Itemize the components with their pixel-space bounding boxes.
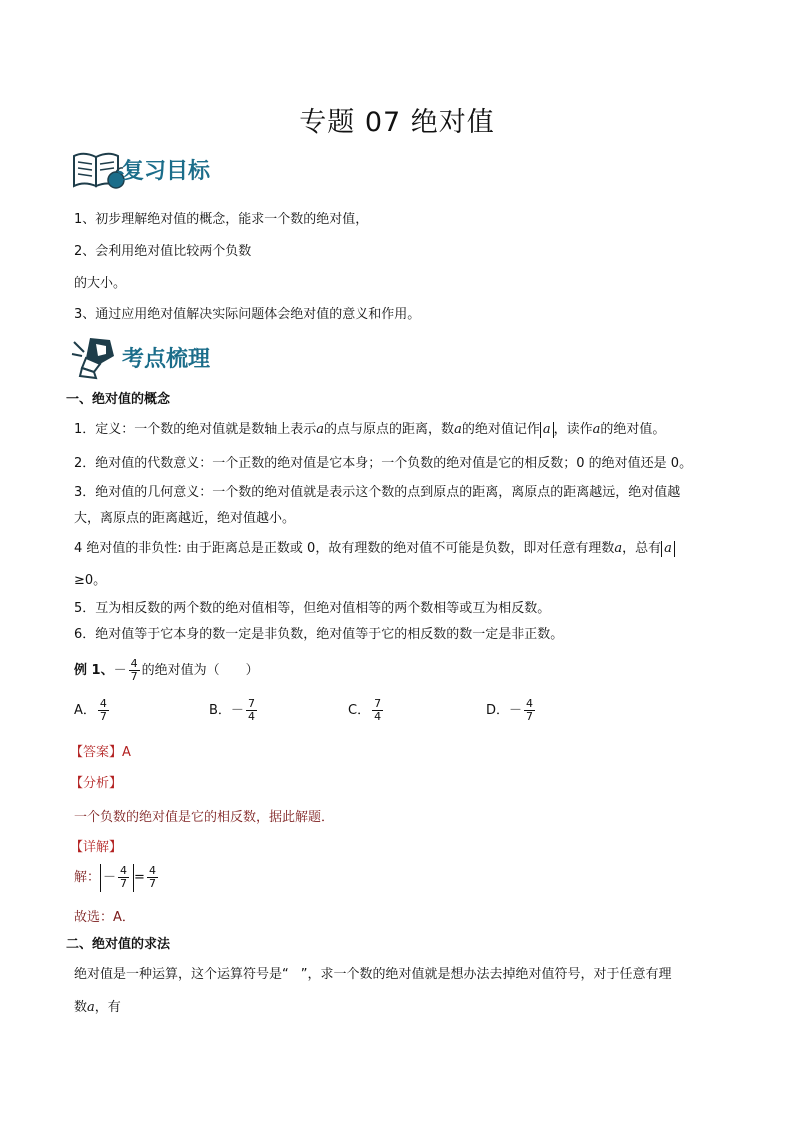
non-negativity-text-a: 4 绝对值的非负性: 由于距离总是正数或 0，故有理数的绝对值不可能是负数，即对任意有理数 xyxy=(74,541,615,556)
var-a: a xyxy=(316,422,325,437)
goal-item-2-cont: 的大小。 xyxy=(74,276,127,291)
self-equal-line: 6．绝对值等于它本身的数一定是非负数，绝对值等于它的相反数的数一定是非正数。 xyxy=(74,627,564,642)
abs-expression xyxy=(100,864,134,892)
fraction-numerator: 4 xyxy=(148,864,156,877)
definition-text-d: ，读作 xyxy=(553,422,593,437)
definition-text-e: 的绝对值。 xyxy=(600,422,666,437)
var-a: a xyxy=(592,422,601,437)
fraction-denominator: 7 xyxy=(526,710,534,723)
definition-line xyxy=(74,418,665,438)
var-a: a xyxy=(664,541,672,556)
section-header-review-goals xyxy=(70,148,270,192)
option-c[interactable] xyxy=(348,698,385,723)
answer-label: 【答案】A xyxy=(70,745,131,760)
part2-text-c: 数 xyxy=(74,1000,88,1015)
fraction-numerator: 4 xyxy=(120,864,128,877)
definition-text-b: 的点与原点的距离，数 xyxy=(324,422,455,437)
opposite-numbers-line: 5．互为相反数的两个数的绝对值相等，但绝对值相等的两个数相等或互为相反数。 xyxy=(74,601,551,616)
analysis-label: 【分析】 xyxy=(70,776,123,791)
fraction-denominator: 7 xyxy=(130,670,138,683)
part2-heading: 二、绝对值的求法 xyxy=(66,937,171,952)
fraction-numerator: 7 xyxy=(247,697,255,710)
example-label: 例 1、 xyxy=(74,663,114,678)
solution-line xyxy=(74,864,160,892)
fraction-numerator: 4 xyxy=(99,697,107,710)
fraction xyxy=(524,698,535,723)
option-sign: － xyxy=(509,703,523,718)
solution-prefix: 解： xyxy=(74,870,101,885)
definition-text-a: 1．定义：一个数的绝对值就是数轴上表示 xyxy=(74,422,317,437)
geometric-meaning-line-1: 3．绝对值的几何意义：一个数的绝对值就是表示这个数的点到原点的距离，离原点的距离越远，绝对值越 xyxy=(74,485,681,500)
fraction xyxy=(118,865,129,890)
part2-text-d: ，有 xyxy=(94,1000,121,1015)
section-title-key-points: 考点梳理 xyxy=(122,346,211,372)
var-a: a xyxy=(87,1000,95,1015)
part2-line-1 xyxy=(74,963,672,982)
flashlight-leaf-icon xyxy=(70,334,128,382)
book-apple-icon xyxy=(70,148,128,192)
fraction-denominator: 7 xyxy=(148,877,156,890)
detail-label: 【详解】 xyxy=(70,840,123,855)
goal-item-2: 2、会利用绝对值比较两个负数 xyxy=(74,244,252,259)
var-a: a xyxy=(454,422,462,437)
page-title: 专题 07 绝对值 xyxy=(299,107,495,138)
fraction xyxy=(372,698,383,723)
geometric-meaning-line-2: 大，离原点的距离越近，绝对值越小。 xyxy=(74,511,296,526)
fraction-denominator: 4 xyxy=(374,710,382,723)
analysis-text: 一个负数的绝对值是它的相反数，据此解题． xyxy=(74,810,335,825)
fraction xyxy=(129,658,140,683)
fraction-numerator: 4 xyxy=(130,657,138,670)
fraction-denominator: 4 xyxy=(247,710,255,723)
option-letter: B． xyxy=(209,703,231,718)
fraction-denominator: 7 xyxy=(99,710,107,723)
fraction xyxy=(246,698,257,723)
section-header-key-points xyxy=(70,334,270,378)
definition-text-c: 的绝对值记作 xyxy=(461,422,540,437)
var-a: a xyxy=(614,541,623,556)
option-letter: D． xyxy=(486,703,510,718)
example-question xyxy=(74,658,259,683)
fraction xyxy=(147,865,158,890)
non-negativity-line-2: ≥0。 xyxy=(74,573,107,588)
option-a[interactable] xyxy=(74,698,111,723)
option-letter: A． xyxy=(74,703,96,718)
algebraic-meaning-line: 2．绝对值的代数意义：一个正数的绝对值是它本身；一个负数的绝对值是它的相反数；0 的绝对值还是 0。 xyxy=(74,456,693,471)
part2-line-2 xyxy=(74,996,121,1015)
minus-sign: － xyxy=(103,870,117,885)
part1-heading: 一、绝对值的概念 xyxy=(66,392,171,407)
question-tail: 的绝对值为（ ） xyxy=(141,663,259,678)
fraction-numerator: 7 xyxy=(374,697,382,710)
option-b[interactable] xyxy=(209,698,259,723)
non-negativity-line xyxy=(74,537,675,557)
fraction xyxy=(98,698,109,723)
part2-text-b: ”，求一个数的绝对值就是想办法去掉绝对值符号，对于任意有理 xyxy=(300,967,672,982)
option-letter: C． xyxy=(348,703,371,718)
abs-a-notation xyxy=(540,422,554,438)
minus-sign: － xyxy=(113,663,127,678)
option-sign: － xyxy=(230,703,244,718)
section-title-review-goals: 复习目标 xyxy=(122,158,211,184)
var-a: a xyxy=(542,422,551,437)
goal-item-1: 1、初步理解绝对值的概念，能求一个数的绝对值， xyxy=(74,212,369,227)
goal-item-3: 3、通过应用绝对值解决实际问题体会绝对值的意义和作用。 xyxy=(74,307,421,322)
part2-text-a: 绝对值是一种运算，这个运算符号是“ xyxy=(74,967,289,982)
fraction-numerator: 4 xyxy=(526,697,534,710)
fraction-denominator: 7 xyxy=(120,877,128,890)
equals-sign: = xyxy=(134,870,145,885)
conclusion: 故选：A． xyxy=(74,910,135,925)
non-negativity-text-b: ，总有 xyxy=(622,541,662,556)
option-d[interactable] xyxy=(486,698,537,723)
abs-a-notation xyxy=(661,541,675,557)
